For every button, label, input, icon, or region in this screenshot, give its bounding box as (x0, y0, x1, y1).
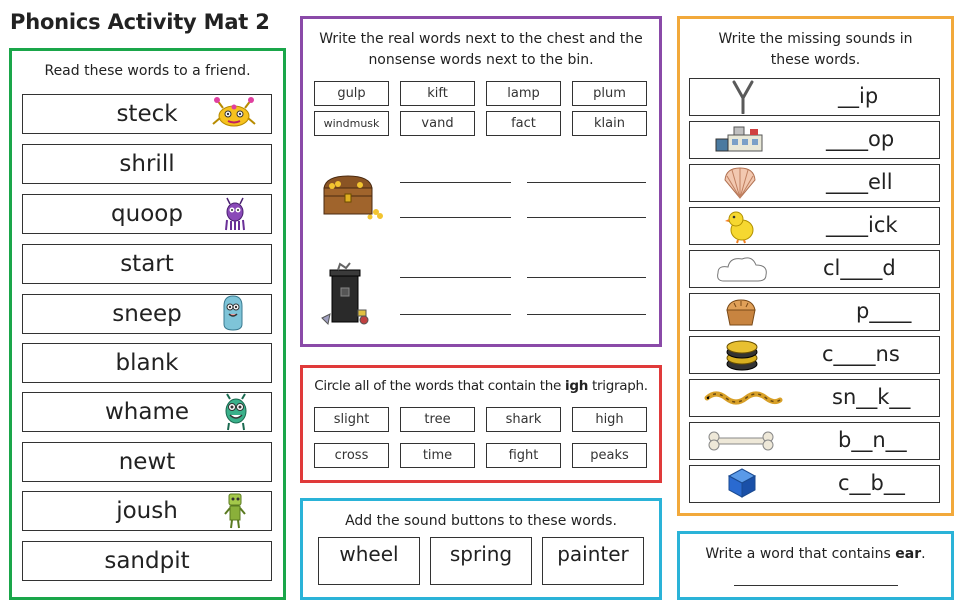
ear-answer-line[interactable] (734, 585, 898, 586)
purple-alien-icon (222, 196, 248, 232)
missing-sounds-instruction-2: these words. (770, 52, 861, 68)
missing-text-9: b__n__ (838, 428, 907, 452)
missing-text-7: c____ns (822, 342, 900, 366)
bin-answer-line-1[interactable] (400, 277, 511, 278)
trigraph-word-8[interactable]: peaks (572, 443, 647, 468)
bin-answer-line-3[interactable] (400, 314, 511, 315)
trigraph-word-5[interactable]: cross (314, 443, 389, 468)
read-word-4: start (22, 244, 272, 284)
sound-word-3[interactable]: painter (542, 537, 644, 585)
bin-answer-line-2[interactable] (527, 277, 646, 278)
pie-icon (724, 298, 758, 328)
trigraph-word-1[interactable]: slight (314, 407, 389, 432)
bin-answer-line-4[interactable] (527, 314, 646, 315)
chick-icon (724, 208, 756, 244)
yellow-alien-icon (211, 96, 257, 132)
chest-bin-word-4: plum (572, 81, 647, 106)
chest-answer-line-1[interactable] (400, 182, 511, 183)
chest-bin-instruction-1: Write the real words next to the chest and the (319, 31, 643, 47)
missing-text-5: cl____d (823, 256, 896, 280)
missing-text-1: __ip (838, 84, 879, 108)
read-word-1: steck (22, 94, 272, 134)
read-word-3: quoop (22, 194, 272, 234)
snake-icon (704, 388, 784, 410)
missing-text-3: ____ell (826, 170, 893, 194)
blue-alien-icon (220, 294, 246, 332)
shell-icon (722, 166, 758, 200)
read-instruction: Read these words to a friend. (44, 63, 251, 79)
trigraph-word-2[interactable]: tree (400, 407, 475, 432)
missing-text-6: p____ (856, 299, 912, 323)
read-word-9: joush (22, 491, 272, 531)
chest-answer-line-4[interactable] (527, 217, 646, 218)
bone-icon (706, 430, 776, 452)
read-word-10: sandpit (22, 541, 272, 581)
sound-buttons-instruction: Add the sound buttons to these words. (345, 513, 617, 529)
missing-text-4: ____ick (826, 213, 898, 237)
missing-text-8: sn__k__ (832, 385, 911, 409)
trigraph-word-6[interactable]: time (400, 443, 475, 468)
chest-bin-word-5: windmusk (314, 111, 389, 136)
read-word-5: sneep (22, 294, 272, 334)
read-word-6: blank (22, 343, 272, 383)
missing-row-1[interactable] (689, 78, 940, 116)
green-alien-icon (222, 393, 250, 431)
chest-bin-word-8: klain (572, 111, 647, 136)
trigraph-word-3[interactable]: shark (486, 407, 561, 432)
chest-answer-line-2[interactable] (527, 182, 646, 183)
chest-bin-word-2: kift (400, 81, 475, 106)
read-word-2: shrill (22, 144, 272, 184)
page-title: Phonics Activity Mat 2 (10, 10, 270, 34)
trigraph-instruction: Circle all of the words that contain the igh trigraph. (314, 378, 648, 394)
cloud-icon (714, 253, 770, 285)
chest-bin-word-3: lamp (486, 81, 561, 106)
read-word-8: newt (22, 442, 272, 482)
trigraph-word-7[interactable]: fight (486, 443, 561, 468)
chest-bin-word-1: gulp (314, 81, 389, 106)
read-word-7: whame (22, 392, 272, 432)
rubbish-bin-icon (318, 262, 374, 328)
trigraph-word-4[interactable]: high (572, 407, 647, 432)
slingshot-icon (728, 80, 758, 114)
ear-instruction: Write a word that contains ear. (705, 546, 926, 562)
missing-sounds-instruction-1: Write the missing sounds in (718, 31, 913, 47)
chest-bin-word-6: vand (400, 111, 475, 136)
robot-alien-icon (224, 492, 246, 530)
treasure-chest-icon (318, 172, 386, 220)
cube-icon (727, 467, 757, 499)
sound-word-2[interactable]: spring (430, 537, 532, 585)
sound-word-1[interactable]: wheel (318, 537, 420, 585)
chest-answer-line-3[interactable] (400, 217, 511, 218)
coins-icon (724, 338, 760, 372)
shop-icon (714, 125, 766, 155)
missing-text-2: ____op (826, 127, 895, 151)
chest-bin-instruction-2: nonsense words next to the bin. (368, 52, 594, 68)
chest-bin-word-7: fact (486, 111, 561, 136)
ear-panel (677, 531, 954, 600)
missing-text-10: c__b__ (838, 471, 905, 495)
